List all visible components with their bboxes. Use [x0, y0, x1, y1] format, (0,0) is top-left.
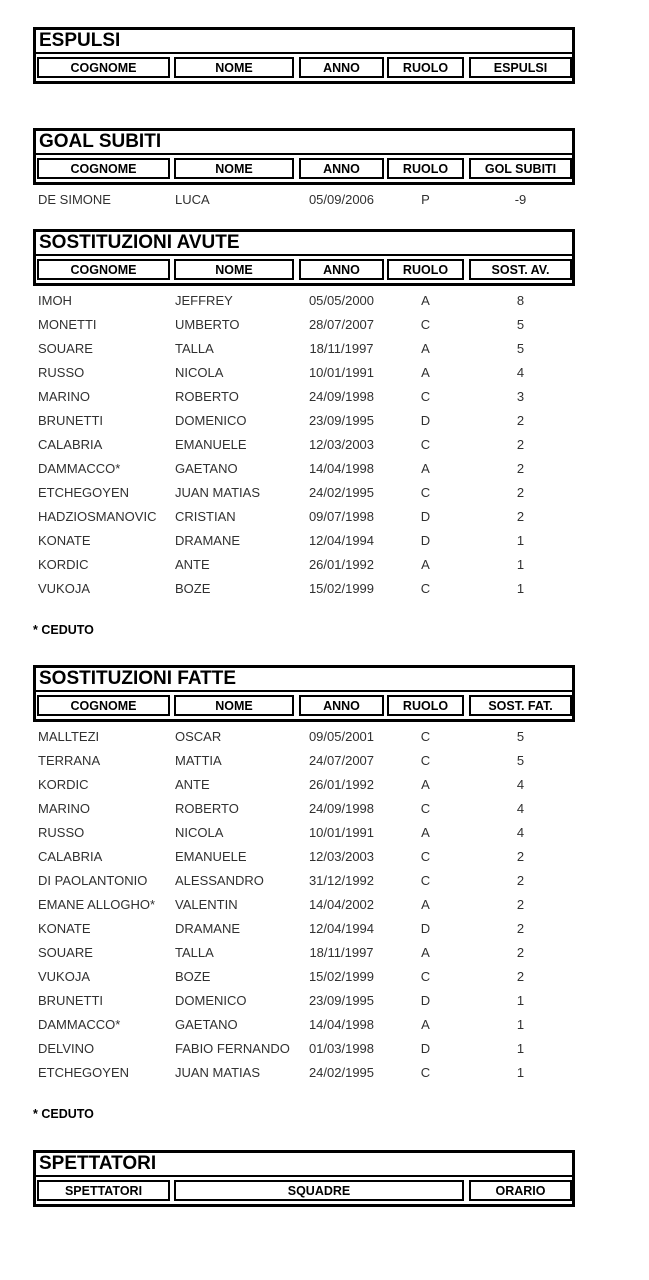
cell-sost-fat: 5: [516, 728, 525, 744]
cell-anno: 24/09/1998: [308, 388, 375, 404]
table-section-sostituzioni-avute: [33, 229, 575, 638]
cell-ruolo: C: [420, 316, 431, 332]
table-row: [33, 724, 575, 748]
table-box: [33, 27, 575, 84]
table-section-sostituzioni-fatte: [33, 665, 575, 1122]
table-header-row: [36, 1177, 572, 1204]
cell-ruolo: C: [420, 1064, 431, 1080]
cell-sost-fat: 1: [516, 992, 525, 1008]
column-header-ruolo: RUOLO: [387, 158, 464, 179]
table-row: [33, 916, 575, 940]
table-row: [33, 940, 575, 964]
cell-cognome: CALABRIA: [38, 436, 103, 452]
cell-anno: 31/12/1992: [308, 872, 375, 888]
cell-ruolo: C: [420, 436, 431, 452]
cell-ruolo: A: [421, 776, 430, 792]
table-row: [33, 312, 575, 336]
cell-anno: 12/04/1994: [308, 920, 375, 936]
column-header-nome: NOME: [174, 158, 294, 179]
cell-cognome: MARINO: [38, 800, 90, 816]
cell-cognome: IMOH: [38, 292, 72, 308]
table-row: [33, 187, 575, 211]
cell-gol-subiti: -9: [514, 191, 527, 207]
cell-nome: NICOLA: [175, 824, 224, 840]
table-header-row: [36, 155, 572, 182]
cell-anno: 09/07/1998: [308, 508, 375, 524]
table-box: [33, 665, 575, 722]
table-row: [33, 820, 575, 844]
cell-nome: JUAN MATIAS: [175, 484, 260, 500]
cell-cognome: TERRANA: [38, 752, 101, 768]
ceduto-footnote: * CEDUTO: [33, 623, 94, 637]
table-row: [33, 504, 575, 528]
cell-anno: 14/04/1998: [308, 1016, 375, 1032]
cell-cognome: MONETTI: [38, 316, 97, 332]
cell-ruolo: P: [421, 191, 430, 207]
table-row: [33, 576, 575, 600]
cell-sost-fat: 2: [516, 896, 525, 912]
cell-ruolo: C: [420, 800, 431, 816]
cell-anno: 05/05/2000: [308, 292, 375, 308]
cell-nome: UMBERTO: [175, 316, 240, 332]
cell-cognome: DELVINO: [38, 1040, 95, 1056]
cell-cognome: ETCHEGOYEN: [38, 1064, 130, 1080]
table-box: [33, 128, 575, 185]
column-header-espulsi: ESPULSI: [469, 57, 572, 78]
table-title: SOSTITUZIONI FATTE: [36, 668, 572, 692]
table-title: GOAL SUBITI: [36, 131, 572, 155]
table-row: [33, 432, 575, 456]
table-header-row: [36, 692, 572, 719]
cell-sost-fat: 1: [516, 1064, 525, 1080]
cell-nome: GAETANO: [175, 1016, 238, 1032]
cell-nome: EMANUELE: [175, 848, 247, 864]
cell-nome: GAETANO: [175, 460, 238, 476]
column-header-cognome: COGNOME: [37, 57, 170, 78]
cell-ruolo: A: [421, 292, 430, 308]
cell-sost-av: 2: [516, 436, 525, 452]
report-tables: [33, 27, 649, 1207]
cell-cognome: KONATE: [38, 532, 91, 548]
table-row: [33, 772, 575, 796]
cell-ruolo: A: [421, 460, 430, 476]
cell-ruolo: A: [421, 824, 430, 840]
cell-sost-av: 2: [516, 412, 525, 428]
table-row: [33, 528, 575, 552]
column-header-nome: NOME: [174, 57, 294, 78]
table-box: [33, 1150, 575, 1207]
cell-anno: 24/02/1995: [308, 484, 375, 500]
column-header-anno: ANNO: [299, 695, 384, 716]
table-rows: [33, 185, 575, 211]
cell-cognome: VUKOJA: [38, 580, 91, 596]
cell-cognome: KORDIC: [38, 556, 89, 572]
table-section-espulsi: [33, 27, 575, 84]
cell-ruolo: C: [420, 580, 431, 596]
column-header-anno: ANNO: [299, 158, 384, 179]
table-row: [33, 336, 575, 360]
column-header-orario: ORARIO: [469, 1180, 572, 1201]
column-header-ruolo: RUOLO: [387, 259, 464, 280]
table-header-row: [36, 256, 572, 283]
cell-sost-av: 8: [516, 292, 525, 308]
cell-ruolo: C: [420, 968, 431, 984]
table-rows: [33, 722, 575, 1084]
column-header-ruolo: RUOLO: [387, 695, 464, 716]
cell-ruolo: A: [421, 340, 430, 356]
cell-ruolo: C: [420, 848, 431, 864]
cell-nome: TALLA: [175, 340, 214, 356]
column-header-cognome: COGNOME: [37, 158, 170, 179]
cell-cognome: BRUNETTI: [38, 412, 103, 428]
cell-anno: 24/02/1995: [308, 1064, 375, 1080]
cell-sost-fat: 2: [516, 968, 525, 984]
cell-nome: FABIO FERNANDO: [175, 1040, 290, 1056]
table-row: [33, 360, 575, 384]
column-header-sost-fat: SOST. FAT.: [469, 695, 572, 716]
cell-ruolo: A: [421, 556, 430, 572]
cell-nome: ANTE: [175, 776, 210, 792]
cell-sost-av: 1: [516, 556, 525, 572]
table-row: [33, 868, 575, 892]
cell-nome: DOMENICO: [175, 992, 247, 1008]
table-row: [33, 384, 575, 408]
cell-cognome: MALLTEZI: [38, 728, 100, 744]
cell-anno: 23/09/1995: [308, 992, 375, 1008]
cell-sost-av: 5: [516, 340, 525, 356]
column-header-nome: NOME: [174, 259, 294, 280]
table-row: [33, 988, 575, 1012]
ceduto-footnote: * CEDUTO: [33, 1107, 94, 1121]
cell-nome: OSCAR: [175, 728, 222, 744]
column-header-squadre: SQUADRE: [174, 1180, 464, 1201]
cell-anno: 24/07/2007: [308, 752, 375, 768]
cell-sost-av: 2: [516, 484, 525, 500]
cell-ruolo: C: [420, 872, 431, 888]
cell-sost-fat: 2: [516, 872, 525, 888]
cell-sost-av: 2: [516, 460, 525, 476]
cell-ruolo: C: [420, 388, 431, 404]
cell-cognome: SOUARE: [38, 944, 93, 960]
cell-ruolo: A: [421, 1016, 430, 1032]
table-rows: [33, 286, 575, 600]
cell-sost-av: 3: [516, 388, 525, 404]
cell-anno: 12/03/2003: [308, 848, 375, 864]
cell-anno: 14/04/1998: [308, 460, 375, 476]
table-row: [33, 844, 575, 868]
table-row: [33, 892, 575, 916]
cell-sost-fat: 4: [516, 800, 525, 816]
cell-nome: BOZE: [175, 580, 211, 596]
cell-sost-fat: 2: [516, 920, 525, 936]
cell-nome: DRAMANE: [175, 920, 241, 936]
cell-nome: DRAMANE: [175, 532, 241, 548]
cell-cognome: MARINO: [38, 388, 90, 404]
cell-nome: NICOLA: [175, 364, 224, 380]
cell-anno: 10/01/1991: [308, 364, 375, 380]
cell-cognome: DI PAOLANTONIO: [38, 872, 148, 888]
cell-nome: VALENTIN: [175, 896, 238, 912]
cell-nome: JEFFREY: [175, 292, 233, 308]
cell-cognome: DE SIMONE: [38, 191, 111, 207]
cell-sost-av: 1: [516, 580, 525, 596]
cell-cognome: HADZIOSMANOVIC: [38, 508, 157, 524]
table-row: [33, 1060, 575, 1084]
cell-anno: 28/07/2007: [308, 316, 375, 332]
cell-ruolo: D: [420, 992, 431, 1008]
column-header-spettatori: SPETTATORI: [37, 1180, 170, 1201]
cell-ruolo: D: [420, 1040, 431, 1056]
cell-sost-av: 5: [516, 316, 525, 332]
cell-nome: MATTIA: [175, 752, 222, 768]
cell-nome: ROBERTO: [175, 388, 239, 404]
table-box: [33, 229, 575, 286]
cell-sost-av: 2: [516, 508, 525, 524]
cell-cognome: DAMMACCO*: [38, 1016, 121, 1032]
cell-sost-av: 1: [516, 532, 525, 548]
table-row: [33, 552, 575, 576]
table-header-row: [36, 54, 572, 81]
cell-cognome: DAMMACCO*: [38, 460, 121, 476]
cell-sost-fat: 1: [516, 1040, 525, 1056]
cell-anno: 24/09/1998: [308, 800, 375, 816]
cell-sost-fat: 5: [516, 752, 525, 768]
cell-nome: CRISTIAN: [175, 508, 236, 524]
cell-ruolo: D: [420, 920, 431, 936]
table-row: [33, 1036, 575, 1060]
cell-cognome: RUSSO: [38, 824, 85, 840]
cell-nome: ALESSANDRO: [175, 872, 264, 888]
table-title: SPETTATORI: [36, 1153, 572, 1177]
column-header-cognome: COGNOME: [37, 259, 170, 280]
cell-cognome: EMANE ALLOGHO*: [38, 896, 156, 912]
cell-anno: 26/01/1992: [308, 776, 375, 792]
cell-anno: 15/02/1999: [308, 968, 375, 984]
column-header-ruolo: RUOLO: [387, 57, 464, 78]
cell-anno: 05/09/2006: [308, 191, 375, 207]
cell-cognome: RUSSO: [38, 364, 85, 380]
cell-anno: 15/02/1999: [308, 580, 375, 596]
cell-sost-fat: 4: [516, 776, 525, 792]
cell-anno: 12/04/1994: [308, 532, 375, 548]
cell-cognome: KORDIC: [38, 776, 89, 792]
cell-nome: LUCA: [175, 191, 210, 207]
cell-ruolo: D: [420, 532, 431, 548]
cell-ruolo: C: [420, 484, 431, 500]
cell-cognome: VUKOJA: [38, 968, 91, 984]
cell-ruolo: D: [420, 412, 431, 428]
cell-cognome: ETCHEGOYEN: [38, 484, 130, 500]
cell-nome: ANTE: [175, 556, 210, 572]
cell-anno: 18/11/1997: [309, 340, 374, 356]
cell-nome: JUAN MATIAS: [175, 1064, 260, 1080]
cell-anno: 14/04/2002: [308, 896, 375, 912]
cell-sost-fat: 2: [516, 944, 525, 960]
cell-ruolo: D: [420, 508, 431, 524]
cell-sost-fat: 2: [516, 848, 525, 864]
cell-nome: ROBERTO: [175, 800, 239, 816]
cell-cognome: CALABRIA: [38, 848, 103, 864]
column-header-cognome: COGNOME: [37, 695, 170, 716]
cell-ruolo: A: [421, 896, 430, 912]
cell-cognome: SOUARE: [38, 340, 93, 356]
cell-anno: 01/03/1998: [308, 1040, 375, 1056]
column-header-anno: ANNO: [299, 259, 384, 280]
table-section-goal-subiti: [33, 128, 575, 211]
table-title: SOSTITUZIONI AVUTE: [36, 232, 572, 256]
cell-anno: 26/01/1992: [308, 556, 375, 572]
column-header-anno: ANNO: [299, 57, 384, 78]
table-title: ESPULSI: [36, 30, 572, 54]
cell-nome: BOZE: [175, 968, 211, 984]
cell-nome: DOMENICO: [175, 412, 247, 428]
table-row: [33, 288, 575, 312]
cell-ruolo: A: [421, 364, 430, 380]
cell-ruolo: C: [420, 728, 431, 744]
cell-nome: EMANUELE: [175, 436, 247, 452]
cell-anno: 09/05/2001: [308, 728, 375, 744]
cell-cognome: KONATE: [38, 920, 91, 936]
cell-sost-fat: 4: [516, 824, 525, 840]
cell-nome: TALLA: [175, 944, 214, 960]
table-row: [33, 480, 575, 504]
cell-ruolo: C: [420, 752, 431, 768]
cell-anno: 23/09/1995: [308, 412, 375, 428]
column-header-sost-av: SOST. AV.: [469, 259, 572, 280]
table-row: [33, 796, 575, 820]
table-row: [33, 964, 575, 988]
cell-anno: 10/01/1991: [308, 824, 375, 840]
cell-sost-fat: 1: [516, 1016, 525, 1032]
cell-cognome: BRUNETTI: [38, 992, 103, 1008]
cell-anno: 12/03/2003: [308, 436, 375, 452]
cell-ruolo: A: [421, 944, 430, 960]
table-row: [33, 456, 575, 480]
cell-sost-av: 4: [516, 364, 525, 380]
table-row: [33, 408, 575, 432]
table-row: [33, 748, 575, 772]
column-header-nome: NOME: [174, 695, 294, 716]
column-header-gol-subiti: GOL SUBITI: [469, 158, 572, 179]
table-row: [33, 1012, 575, 1036]
cell-anno: 18/11/1997: [309, 944, 374, 960]
table-section-spettatori: [33, 1150, 575, 1207]
